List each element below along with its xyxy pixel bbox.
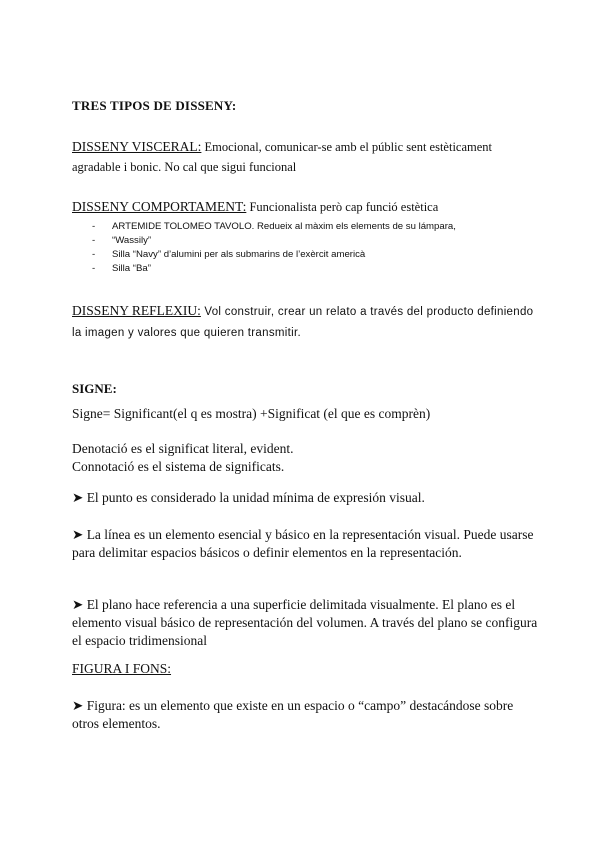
figura-heading: FIGURA I FONS: bbox=[72, 661, 172, 676]
bullet-plano-text: El plano hace referencia a una superficie delimitada visualmente. El plano es el elemento visual básico de representación del volumen. A través del plano se configura el espacio tridimensional bbox=[72, 597, 538, 648]
comportament-heading: DISSENY COMPORTAMENT: bbox=[72, 199, 247, 214]
signe-heading: SIGNE: bbox=[72, 381, 117, 396]
connotacio-text: Connotació es el sistema de significats. bbox=[72, 459, 285, 474]
arrow-icon: ➤ bbox=[72, 490, 84, 505]
comportament-text: Funcionalista però cap funció estètica bbox=[246, 200, 439, 214]
bullet-linea-text: La línea es un elemento esencial y básico en la representación visual. Puede usarse para delimitar espacios básicos o definir elementos en la representación. bbox=[72, 527, 534, 560]
visceral-heading: DISSENY VISCERAL: bbox=[72, 139, 202, 154]
list-item: - “Wassily” bbox=[92, 235, 152, 246]
bullet-linea bbox=[72, 526, 542, 562]
reflexiu-paragraph bbox=[72, 301, 542, 343]
denotacio-block bbox=[72, 440, 542, 476]
signe-equation: Signe= Significant(el q es mostra) +Significat (el que es comprèn) bbox=[72, 406, 431, 421]
bullet-punto-text: El punto es considerado la unidad mínima de expresión visual. bbox=[86, 490, 425, 505]
bullet-figura bbox=[72, 697, 542, 733]
visceral-paragraph bbox=[72, 137, 542, 177]
bullet-figura-text: Figura: es un elemento que existe en un espacio o “campo” destacándose sobre otros elementos. bbox=[72, 698, 514, 731]
arrow-icon: ➤ bbox=[72, 698, 84, 713]
list-item-text: Silla “Ba” bbox=[112, 263, 151, 274]
bullet-plano bbox=[72, 596, 542, 650]
visceral-text: Emocional, comunicar-se amb el públic sent estèticament agradable i bonic. No cal que sigui funcional bbox=[72, 140, 493, 174]
arrow-icon: ➤ bbox=[72, 527, 84, 542]
bullet-punto bbox=[72, 489, 542, 507]
reflexiu-text: Vol construir, crear un relato a través del producto definiendo la imagen y valores que quieren transmitir. bbox=[72, 306, 534, 339]
arrow-icon: ➤ bbox=[72, 597, 84, 612]
list-item: - Silla “Ba” bbox=[92, 263, 151, 274]
reflexiu-heading: DISSENY REFLEXIU: bbox=[72, 303, 201, 318]
list-item-text: ARTEMIDE TOLOMEO TAVOLO. Redueix al màxim els elements de su lámpara, bbox=[112, 221, 456, 232]
denotacio-text: Denotació es el significat literal, evident. bbox=[72, 441, 294, 456]
page-title: TRES TIPOS DE DISSENY: bbox=[72, 98, 237, 113]
list-item-text: Silla “Navy” d’alumini per als submarins de l’exèrcit americà bbox=[112, 249, 366, 260]
list-item: - Silla “Navy” d’alumini per als submarins de l’exèrcit americà bbox=[92, 249, 366, 260]
comportament-list bbox=[92, 220, 552, 276]
comportament-paragraph bbox=[72, 197, 542, 217]
list-item-text: “Wassily” bbox=[112, 235, 152, 246]
list-item: - ARTEMIDE TOLOMEO TAVOLO. Redueix al màxim els elements de su lámpara, bbox=[92, 221, 456, 232]
